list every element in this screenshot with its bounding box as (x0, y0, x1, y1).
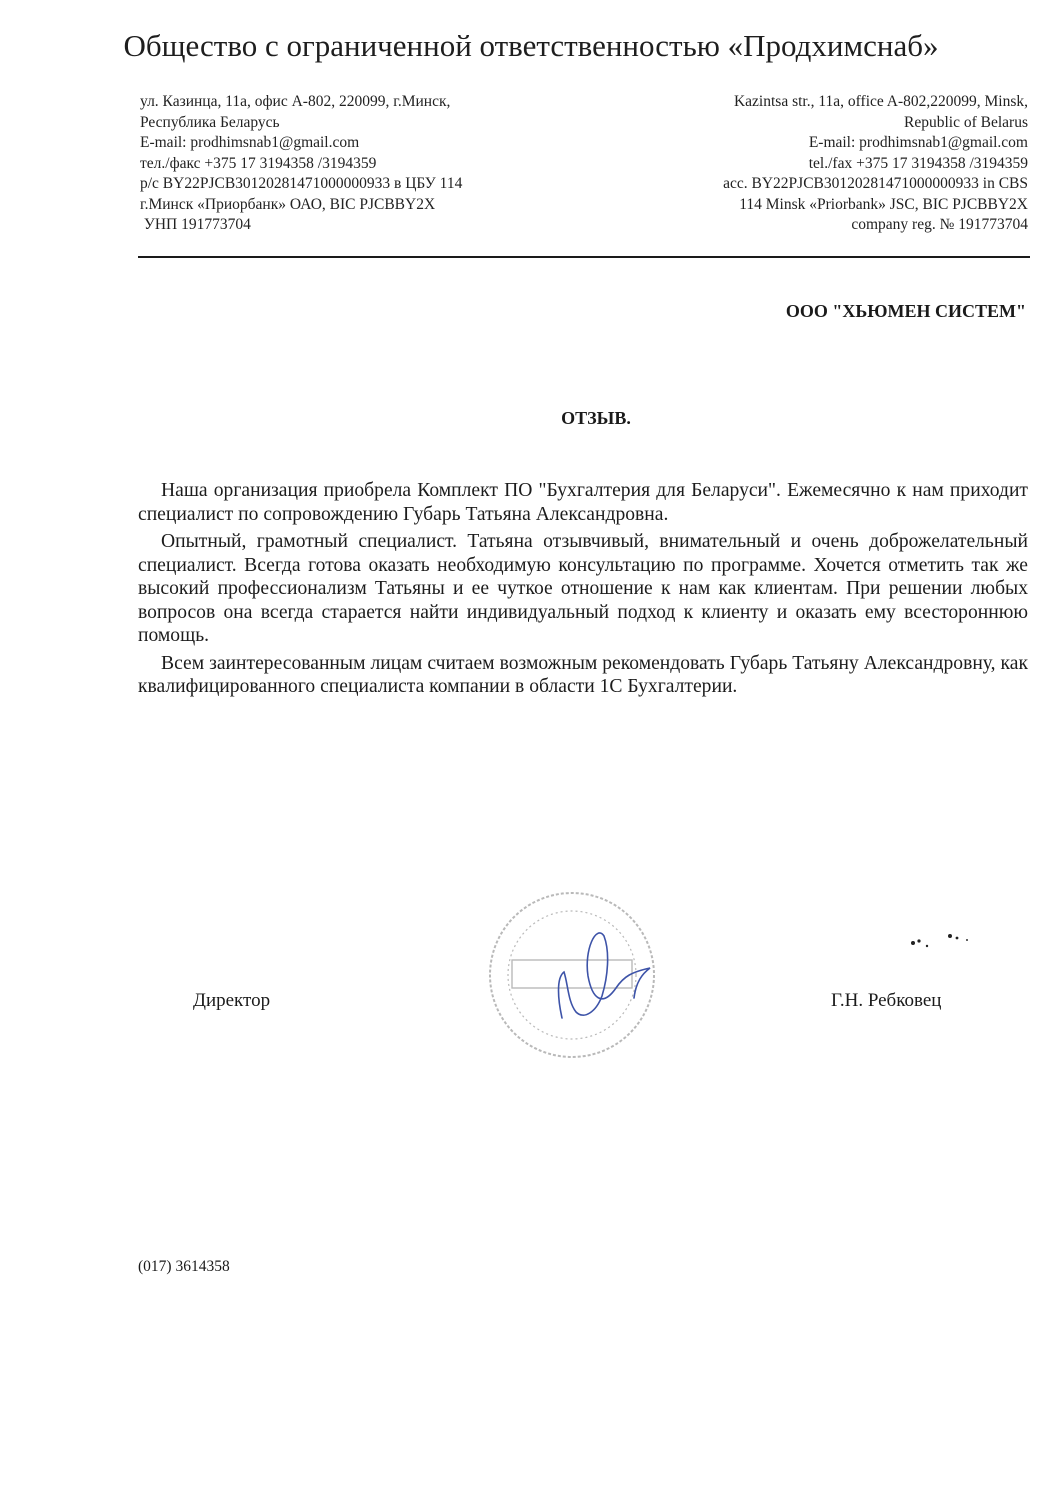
signature-role: Директор (193, 990, 271, 1011)
footer-phone: (017) 3614358 (138, 1258, 230, 1275)
address-ru-line: р/с BY22PJCB30120281471000000933 в ЦБУ 114 (140, 175, 463, 192)
address-ru-line: УНП 191773704 (140, 216, 251, 233)
address-ru-line: Республика Беларусь (140, 113, 280, 131)
address-en-line: Republic of Belarus (904, 113, 1028, 131)
address-en-line: E-mail: prodhimsnab1@gmail.com (808, 134, 1028, 151)
address-ru-line: г.Минск «Приорбанк» ОАО, BIC PJCBBY2X (140, 195, 436, 213)
stamp-and-signature (484, 880, 674, 1070)
address-block-en (723, 92, 1028, 236)
address-en-line: company reg. № 191773704 (851, 216, 1028, 233)
signatory-name: Г.Н. Ребковец (831, 990, 942, 1011)
address-en-line: 114 Minsk «Priorbank» JSC, BIC PJCBBY2X (739, 195, 1028, 213)
body-paragraph: Всем заинтересованным лицам считаем возможным рекомендовать Губарь Татьяну Александровну, как квалифицированного специалиста компании в области 1С Бухгалтерии. (138, 652, 1028, 697)
letter-body (138, 479, 1028, 699)
ink-dots-decoration (905, 928, 980, 953)
body-paragraph: Опытный, грамотный специалист. Татьяна отзывчивый, внимательный и очень доброжелательный специалист. Всегда готова оказать необходимую консультацию по программе. Хочется отметить так же высокий профессионализм Татьяны и ее чуткое отношение к нам как клиентам. При решении любых вопросов она всегда старается найти индивидуальный подход к клиенту и оказать ему всестороннюю помощь. (138, 531, 1028, 646)
letterhead-divider (138, 256, 1030, 258)
letterhead-title: Общество с ограниченной ответственностью «Продхимснаб» (123, 28, 939, 63)
address-en-line: Kazintsa str., 11a, office A-802,220099, Minsk, (733, 93, 1028, 110)
recipient: ООО "ХЬЮМЕН СИСТЕМ" (785, 301, 1026, 321)
document-title: ОТЗЫВ. (561, 408, 631, 428)
address-en-line: acc. BY22PJCB30120281471000000933 in CBS (723, 175, 1028, 192)
address-block-ru (140, 92, 462, 236)
address-en-line: tel./fax +375 17 3194358 /3194359 (808, 154, 1028, 172)
address-ru-line: ул. Казинца, 11а, офис А-802, 220099, г.Минск, (140, 93, 451, 110)
address-ru-line: тел./факс +375 17 3194358 /3194359 (140, 154, 377, 172)
address-ru-line: E-mail: prodhimsnab1@gmail.com (140, 134, 360, 151)
body-paragraph: Наша организация приобрела Комплект ПО "Бухгалтерия для Беларуси". Ежемесячно к нам приходит специалист по сопровождению Губарь Татьяна Александровна. (138, 480, 1028, 525)
